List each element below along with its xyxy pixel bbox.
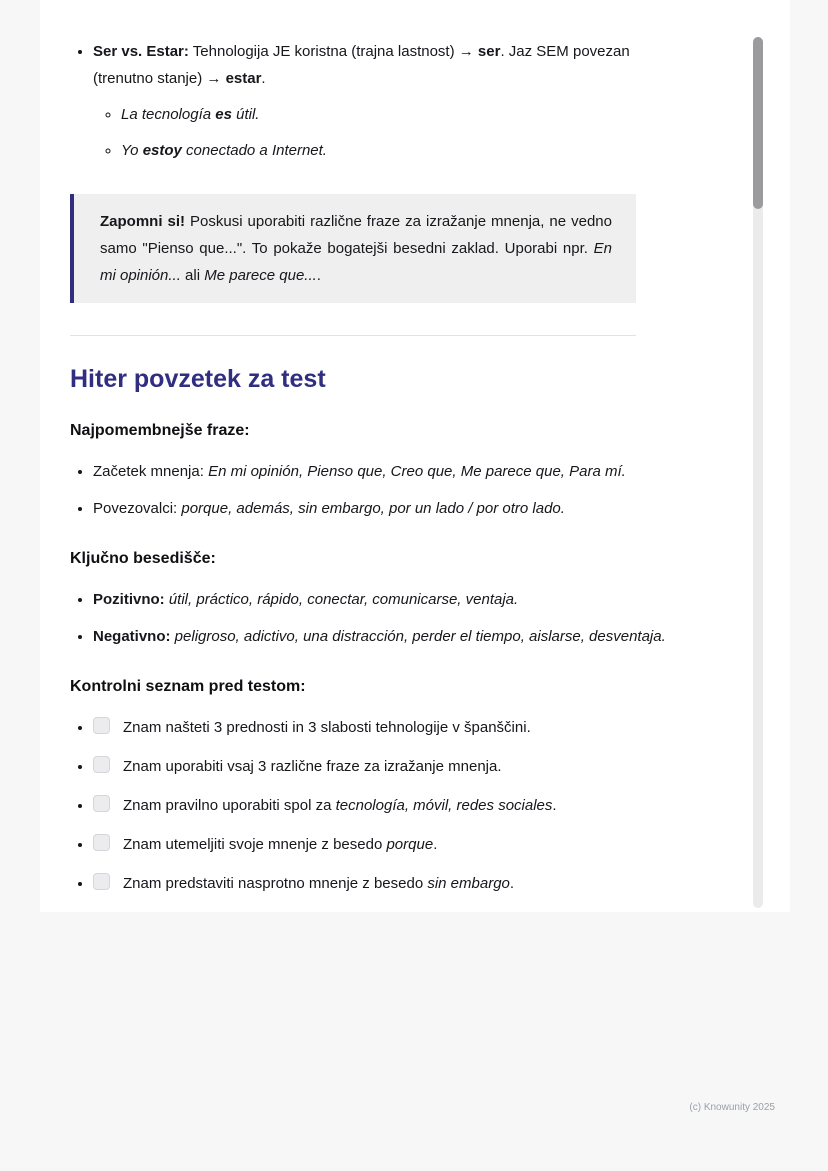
ser-estar-section: [70, 38, 640, 336]
text-run: Yo: [121, 142, 143, 159]
vocab-value: útil, práctico, rápido, conectar, comunicarse, ventaja.: [164, 591, 519, 608]
summary-heading: Hiter povzetek za test: [70, 365, 326, 393]
phrase-label: Začetek mnenja:: [93, 463, 209, 480]
checklist-item: [93, 832, 735, 858]
text-run-italic: En mi opinión...: [100, 240, 612, 284]
text-run: .: [509, 875, 515, 892]
phrase-item: [93, 459, 735, 485]
note-callout: [70, 194, 636, 303]
checklist-item: [93, 871, 735, 897]
text-run-italic: Me parece que...: [204, 267, 317, 284]
checklist-item: [93, 754, 735, 780]
checkbox[interactable]: [93, 717, 110, 734]
vocab-label: Pozitivno:: [93, 591, 165, 608]
vocab-label: Negativno:: [93, 628, 171, 645]
text-run: útil.: [231, 106, 260, 123]
examples-list: [93, 101, 640, 164]
text-run-italic: tecnología, móvil, redes sociales: [335, 797, 553, 814]
text-run-italic: sin embargo: [427, 875, 510, 892]
text-run: Znam uporabiti vsaj 3 različne fraze za izražanje mnenja.: [123, 758, 502, 775]
text-run: Znam predstaviti nasprotno mnenje z besedo: [123, 875, 428, 892]
text-run: .: [552, 797, 557, 814]
text-run: . Jaz SEM povezan (trenutno stanje) →: [93, 43, 630, 87]
document-page: [40, 0, 790, 912]
vocab-item: [93, 624, 735, 650]
section-divider: [70, 335, 636, 336]
checklist-item: [93, 793, 735, 819]
text-run: Znam pravilno uporabiti spol za: [123, 797, 336, 814]
text-run: Znam utemeljiti svoje mnenje z besedo: [123, 836, 387, 853]
checklist-subheading: Kontrolni seznam pred testom:: [70, 678, 306, 695]
text-run: ali: [180, 267, 205, 284]
text-run: Poskusi uporabiti različne fraze za izražanje mnenja, ne vedno samo "Pienso que...". To pokaže bogatejši besedni zaklad. Uporabi npr.: [100, 213, 612, 257]
text-run: Znam našteti 3 prednosti in 3 slabosti tehnologije v španščini.: [123, 719, 531, 736]
vocab-subheading: Ključno besedišče:: [70, 550, 216, 567]
text-run-bold: ser: [477, 43, 501, 60]
vocab-value: peligroso, adictivo, una distracción, perder el tiempo, aislarse, desventaja.: [170, 628, 666, 645]
checkbox[interactable]: [93, 873, 110, 890]
scrollbar-track[interactable]: [753, 37, 763, 908]
example-item: [121, 101, 640, 128]
phrase-value: porque, además, sin embargo, por un lado / por otro lado.: [181, 500, 565, 517]
text-run: conectado a Internet.: [181, 142, 327, 159]
checklist-item: [93, 715, 735, 741]
text-run: .: [433, 836, 438, 853]
text-run-bold: estoy: [142, 142, 182, 159]
phrase-label: Povezovalci:: [93, 500, 182, 517]
text-run: La tecnología: [121, 106, 216, 123]
checklist: [70, 715, 735, 897]
scrollbar-thumb[interactable]: [753, 37, 763, 209]
ser-estar-label: Ser vs. Estar:: [93, 43, 189, 60]
phrases-list: [70, 459, 735, 522]
phrases-subheading: Najpomembnejše fraze:: [70, 422, 250, 439]
callout-title: Zapomni si!: [100, 213, 186, 230]
checkbox[interactable]: [93, 756, 110, 773]
text-run-bold: estar: [225, 70, 262, 87]
vocab-item: [93, 587, 735, 613]
text-run-italic: porque: [386, 836, 434, 853]
example-item: [121, 137, 640, 164]
text-run: Tehnologija JE koristna (trajna lastnost) →: [188, 43, 478, 60]
phrase-value: En mi opinión, Pienso que, Creo que, Me parece que, Para mí.: [208, 463, 626, 480]
vocab-list: [70, 587, 735, 650]
copyright-footer: (c) Knowunity 2025: [689, 1102, 775, 1113]
list-item-ser-estar: [93, 38, 640, 164]
checkbox[interactable]: [93, 834, 110, 851]
text-run: .: [316, 267, 321, 284]
phrase-item: [93, 496, 735, 522]
checkbox[interactable]: [93, 795, 110, 812]
summary-section: [70, 364, 735, 897]
ser-estar-list: [70, 38, 640, 164]
text-run: .: [261, 70, 266, 87]
text-run-bold: es: [215, 106, 232, 123]
